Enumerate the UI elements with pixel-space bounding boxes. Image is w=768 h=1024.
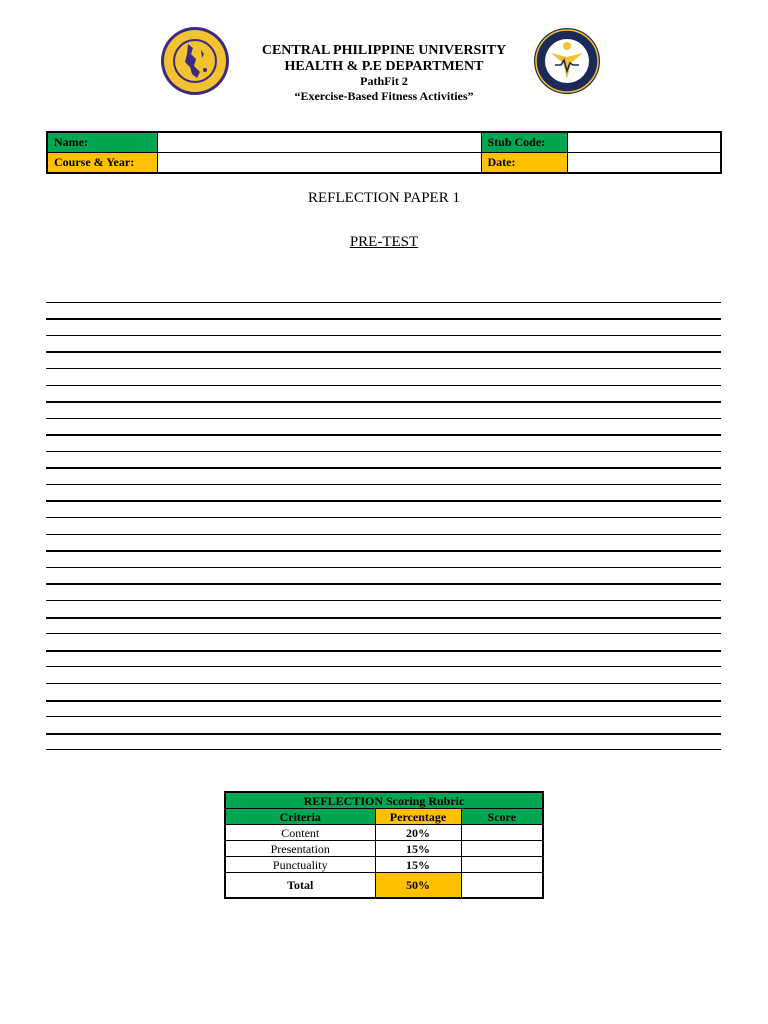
table-row xyxy=(225,841,543,857)
health-pe-department-logo-icon xyxy=(533,27,601,95)
date-field[interactable] xyxy=(567,153,721,174)
stub-code-label: Stub Code: xyxy=(481,132,567,153)
student-info-table xyxy=(46,131,722,174)
writing-line xyxy=(46,567,721,568)
rubric-header-percentage: Percentage xyxy=(375,809,461,825)
score-cell[interactable] xyxy=(461,825,543,841)
writing-line xyxy=(46,683,721,684)
writing-line xyxy=(46,484,721,485)
total-score-cell[interactable] xyxy=(461,873,543,899)
criteria-cell: Punctuality xyxy=(225,857,375,873)
writing-line xyxy=(46,650,721,652)
writing-line xyxy=(46,434,721,436)
writing-line xyxy=(46,700,721,702)
writing-line xyxy=(46,583,721,585)
rubric-header-criteria: Criteria xyxy=(225,809,375,825)
course-year-label: Course & Year: xyxy=(47,153,157,174)
total-row xyxy=(225,873,543,899)
scoring-rubric-table xyxy=(224,791,544,899)
name-field[interactable] xyxy=(157,132,481,153)
writing-line xyxy=(46,368,721,369)
section-title: PRE-TEST xyxy=(349,234,419,250)
total-percentage: 50% xyxy=(375,873,461,899)
writing-line xyxy=(46,534,721,535)
percentage-cell: 15% xyxy=(375,841,461,857)
name-label: Name: xyxy=(47,132,157,153)
writing-line xyxy=(46,733,721,735)
writing-line xyxy=(46,335,721,336)
percentage-cell: 20% xyxy=(375,825,461,841)
writing-line xyxy=(46,617,721,619)
score-cell[interactable] xyxy=(461,841,543,857)
activity-title: “Exercise-Based Fitness Activities” xyxy=(294,89,474,103)
writing-line xyxy=(46,600,721,601)
department-name: HEALTH & P.E DEPARTMENT xyxy=(284,59,484,74)
writing-line xyxy=(46,318,721,320)
stub-code-field[interactable] xyxy=(567,132,721,153)
writing-line xyxy=(46,451,721,452)
writing-line xyxy=(46,550,721,552)
writing-line xyxy=(46,716,721,717)
writing-line xyxy=(46,500,721,502)
writing-line xyxy=(46,633,721,634)
writing-line xyxy=(46,351,721,353)
writing-line xyxy=(46,666,721,667)
table-row xyxy=(225,825,543,841)
table-row xyxy=(225,857,543,873)
course-year-field[interactable] xyxy=(157,153,481,174)
writing-line xyxy=(46,517,721,518)
course-name: PathFit 2 xyxy=(360,74,408,88)
writing-line xyxy=(46,302,721,303)
score-cell[interactable] xyxy=(461,857,543,873)
rubric-header-score: Score xyxy=(461,809,543,825)
university-name: CENTRAL PHILIPPINE UNIVERSITY xyxy=(261,43,507,58)
total-label: Total xyxy=(225,873,375,899)
writing-line xyxy=(46,467,721,469)
percentage-cell: 15% xyxy=(375,857,461,873)
writing-line xyxy=(46,401,721,403)
paper-title: REFLECTION PAPER 1 xyxy=(308,190,460,206)
writing-line xyxy=(46,749,721,750)
writing-line xyxy=(46,385,721,386)
writing-line xyxy=(46,418,721,419)
criteria-cell: Content xyxy=(225,825,375,841)
cpu-seal-icon xyxy=(160,26,230,96)
date-label: Date: xyxy=(481,153,567,174)
rubric-title: REFLECTION Scoring Rubric xyxy=(225,792,543,809)
criteria-cell: Presentation xyxy=(225,841,375,857)
